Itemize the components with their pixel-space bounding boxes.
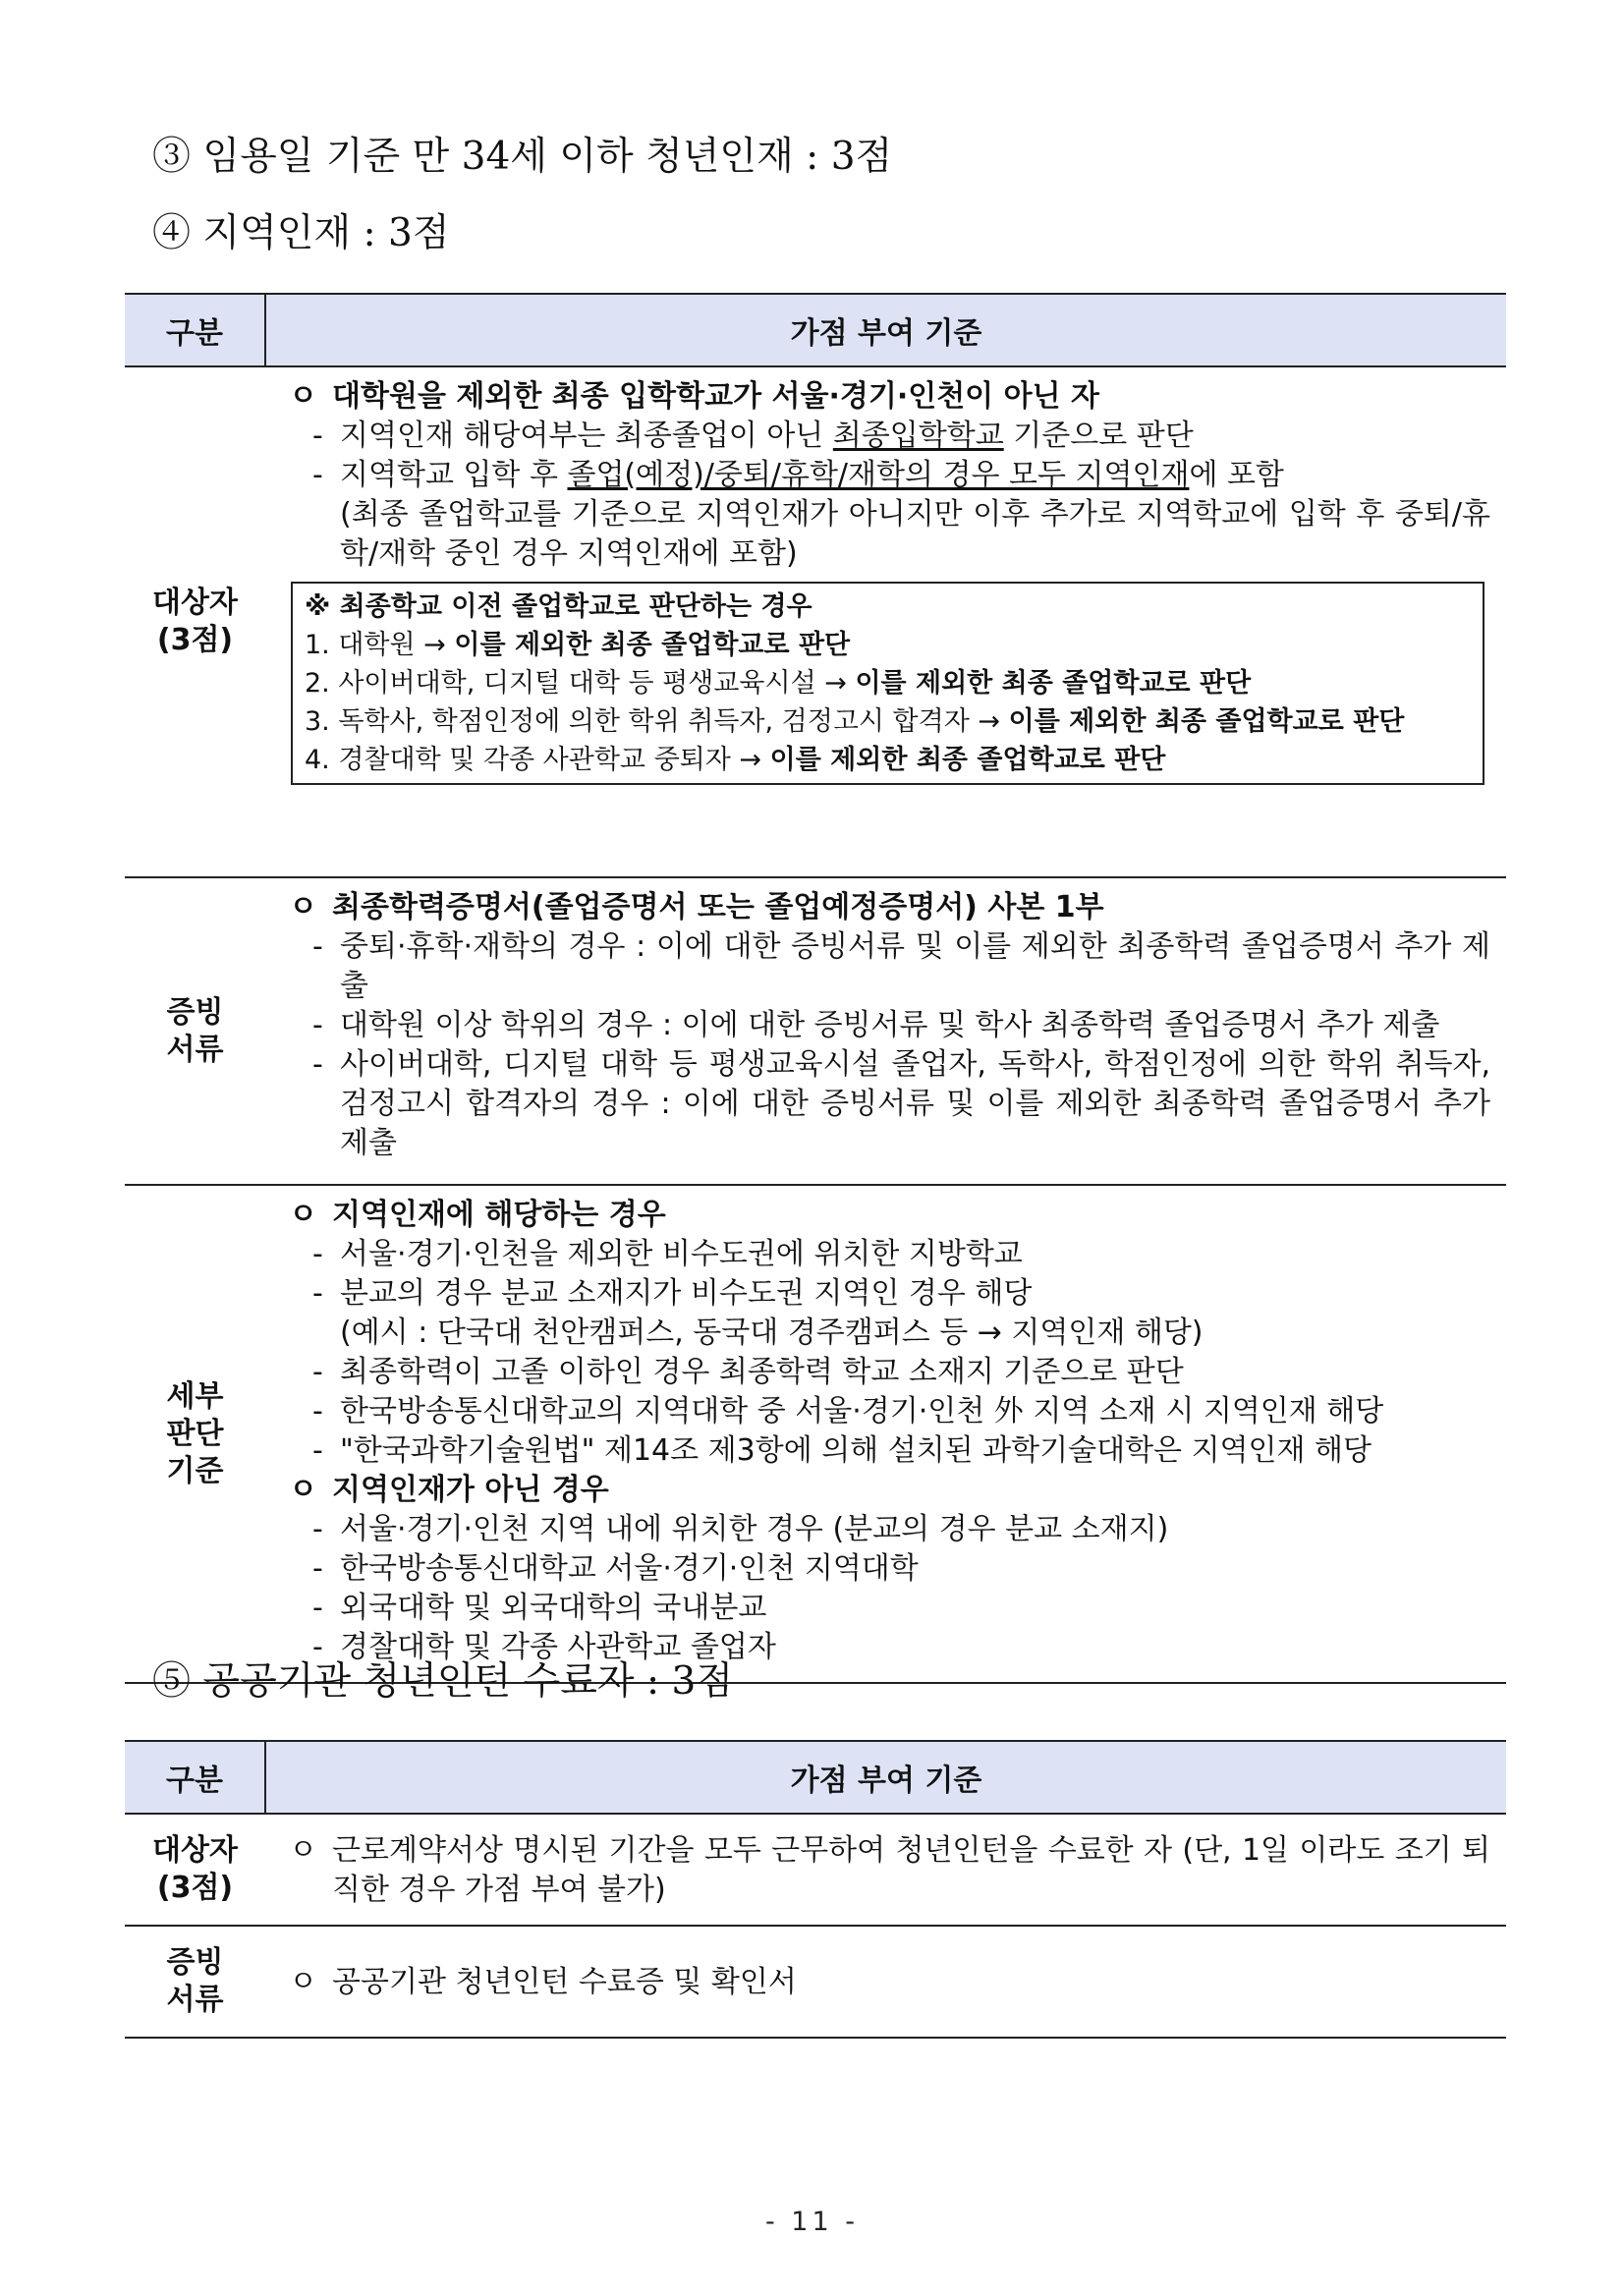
row-content-detail xyxy=(265,1185,1506,1683)
dash-continuation: (예시 : 단국대 천안캠퍼스, 동국대 경주캠퍼스 등 → 지역인재 해당) xyxy=(340,1316,1204,1350)
row-label-target: 대상자 (3점) xyxy=(152,586,238,657)
table-row-documents xyxy=(125,877,1506,1185)
header-category: 구분 xyxy=(125,294,265,366)
heading-youth-intern: ⑤ 공공기관 청년인턴 수료자 : 3점 xyxy=(152,1659,734,1704)
header-category: 구분 xyxy=(125,1741,265,1814)
note-item: 1. 대학원 → 이를 제외한 최종 졸업학교로 판단 xyxy=(305,630,851,660)
table-header-row xyxy=(125,1741,1506,1814)
dash-item: - 외국대학 및 외국대학의 국내분교 xyxy=(312,1591,767,1625)
dash-item: - 중퇴·휴학·재학의 경우 : 이에 대한 증빙서류 및 이를 제외한 최종학력 졸업증명서 추가 제출 xyxy=(312,929,1490,1003)
table-row-target xyxy=(125,366,1506,877)
row-content-target xyxy=(265,1814,1506,1926)
dash-item: - 최종학력이 고졸 이하인 경우 최종학력 학교 소재지 기준으로 판단 xyxy=(312,1355,1184,1389)
dash-item: - 경찰대학 및 각종 사관학교 졸업자 xyxy=(312,1630,776,1664)
heading-regional-talent: ④ 지역인재 : 3점 xyxy=(152,211,450,255)
row-label-target: 대상자 (3점) xyxy=(152,1833,238,1905)
bullet-item: ㅇ 대학원을 제외한 최종 입학학교가 서울·경기·인천이 아닌 자 xyxy=(289,377,1490,417)
table-row-documents xyxy=(125,1926,1506,2038)
page-number: - 11 - xyxy=(764,2207,859,2237)
row-content-target xyxy=(265,366,1506,877)
dash-item: - 사이버대학, 디지털 대학 등 평생교육시설 졸업자, 독학사, 학점인정에 의한 학위 취득자, 검정고시 합격자의 경우 : 이에 대한 증빙서류 및 이를 제외한 최종학력 졸업증명서 추가 제출 xyxy=(312,1047,1490,1160)
bullet-item: ㅇ 공공기관 청년인턴 수료증 및 확인서 xyxy=(289,1965,797,1999)
table-row-target xyxy=(125,1814,1506,1926)
dash-item: - 지역인재 해당여부는 최종졸업이 아닌 최종입학학교 기준으로 판단 xyxy=(312,419,1194,453)
dash-item: - 한국방송통신대학교 서울·경기·인천 지역대학 xyxy=(312,1551,919,1586)
table-header-row xyxy=(125,294,1506,366)
note-item: 4. 경찰대학 및 각종 사관학교 중퇴자 → 이를 제외한 최종 졸업학교로 판단 xyxy=(305,745,1166,775)
dash-item: - 한국방송통신대학교의 지역대학 중 서울·경기·인천 外 지역 소재 시 지역인재 해당 xyxy=(312,1394,1384,1428)
header-criteria: 가점 부여 기준 xyxy=(265,1741,1506,1814)
bullet-marker: ㅇ xyxy=(289,379,317,414)
dash-item: - 서울·경기·인천 지역 내에 위치한 경우 (분교의 경우 분교 소재지) xyxy=(312,1512,1169,1546)
bullet-item: ㅇ 근로계약서상 명시된 기간을 모두 근무하여 청년인턴을 수료한 자 (단, 1일 이라도 조기 퇴직한 경우 가점 부여 불가) xyxy=(289,1833,1490,1907)
note-item: 2. 사이버대학, 디지털 대학 등 평생교육시설 → 이를 제외한 최종 졸업학교로 판단 xyxy=(305,668,1252,699)
dash-continuation: (최종 졸업학교를 기준으로 지역인재가 아니지만 이후 추가로 지역학교에 입학 후 중퇴/휴학/재학 중인 경우 지역인재에 포함) xyxy=(340,497,1490,571)
row-content-documents xyxy=(265,1926,1506,2038)
dash-item: - "한국과학기술원법" 제14조 제3항에 의해 설치된 과학기술대학은 지역인재 해당 xyxy=(312,1433,1372,1468)
heading-youth-talent: ③ 임용일 기준 만 34세 이하 청년인재 : 3점 xyxy=(152,135,893,179)
regional-talent-table xyxy=(125,293,1506,1684)
dash-item: - 서울·경기·인천을 제외한 비수도권에 위치한 지방학교 xyxy=(312,1237,1023,1271)
header-criteria: 가점 부여 기준 xyxy=(265,294,1506,366)
dash-item: - 지역학교 입학 후 졸업(예정)/중퇴/휴학/재학의 경우 모두 지역인재에 포함 xyxy=(312,458,1284,492)
dash-item: - 분교의 경우 분교 소재지가 비수도권 지역인 경우 해당 xyxy=(312,1276,1033,1311)
row-label-documents: 증빙 서류 xyxy=(166,994,224,1067)
dash-item: - 대학원 이상 학위의 경우 : 이에 대한 증빙서류 및 학사 최종학력 졸업증명서 추가 제출 xyxy=(312,1008,1440,1042)
bullet-item: ㅇ 지역인재에 해당하는 경우 xyxy=(289,1198,666,1232)
row-label-documents: 증빙 서류 xyxy=(166,1945,224,2017)
note-box xyxy=(291,582,1484,785)
bullet-item: ㅇ 최종학력증명서(졸업증명서 또는 졸업예정증명서) 사본 1부 xyxy=(289,890,1104,924)
row-content-documents xyxy=(265,877,1506,1185)
bullet-item: ㅇ 지역인재가 아닌 경우 xyxy=(289,1473,609,1507)
note-item: 3. 독학사, 학점인정에 의한 학위 취득자, 검정고시 합격자 → 이를 제외한 최종 졸업학교로 판단 xyxy=(305,706,1405,737)
row-label-detail: 세부 판단 기준 xyxy=(166,1378,224,1488)
note-title: ※ 최종학교 이전 졸업학교로 판단하는 경우 xyxy=(305,591,812,622)
intern-table xyxy=(125,1740,1506,2039)
table-row-detail-criteria xyxy=(125,1185,1506,1683)
